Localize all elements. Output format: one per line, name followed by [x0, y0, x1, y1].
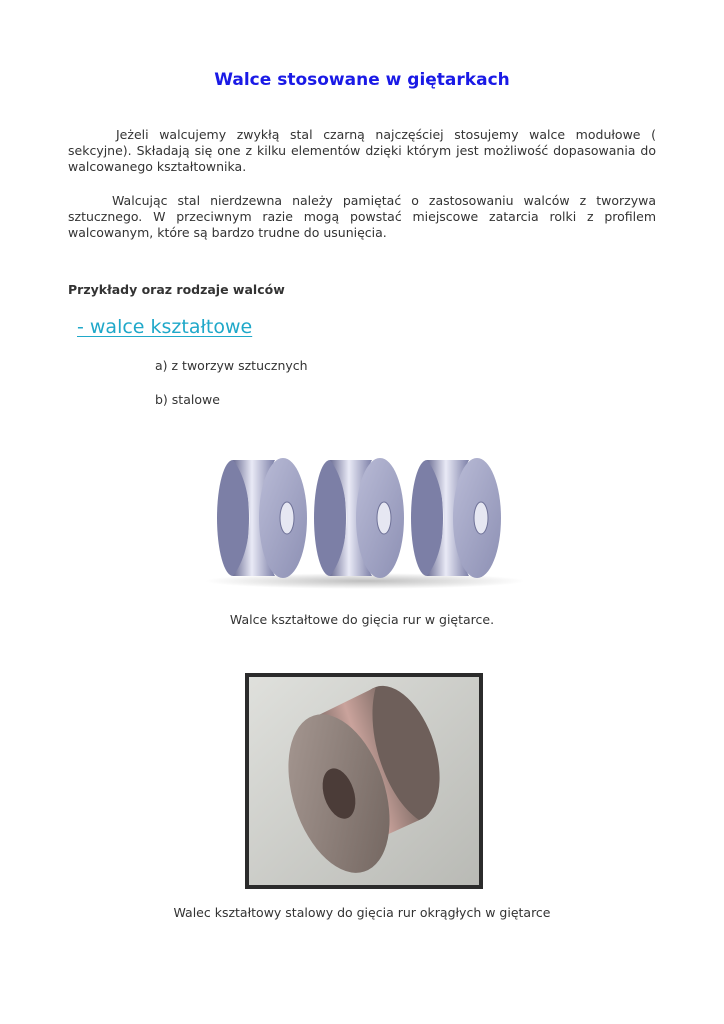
paragraph-stainless-steel: Walcując stal nierdzewna należy pamiętać o zastosowaniu walców z tworzywa sztucznego. W przeciwnym razie mogą powstać miejscowe zatarcia rolki z profilem walcowanym, które są bardzo trudne do usunięcia. — [68, 193, 656, 240]
paragraph-modular-rollers: Jeżeli walcujemy zwykłą stal czarną najczęściej stosujemy walce modułowe ( sekcyjne). Składają się one z kilku elementów dzięki którym jest możliwość dopasowania do walcowanego kształtownika. — [68, 127, 656, 174]
roller-2 — [314, 458, 404, 578]
roller-3 — [411, 458, 501, 578]
caption-rollers: Walce kształtowe do gięcia rur w giętarce. — [229, 612, 495, 627]
list-item-plastic: a) z tworzyw sztucznych — [155, 358, 308, 373]
section-title-shaped-rollers: - walce kształtowe — [77, 316, 253, 338]
steel-roller-photo — [245, 673, 483, 889]
caption-steel-roller: Walec kształtowy stalowy do gięcia rur okrągłych w giętarce — [173, 905, 551, 920]
list-item-steel: b) stalowe — [155, 392, 220, 407]
subheading-examples: Przykłady oraz rodzaje walców — [68, 282, 285, 297]
rollers-render-image — [200, 448, 530, 598]
roller-1 — [217, 458, 307, 578]
page-title: Walce stosowane w giętarkach — [214, 70, 510, 90]
